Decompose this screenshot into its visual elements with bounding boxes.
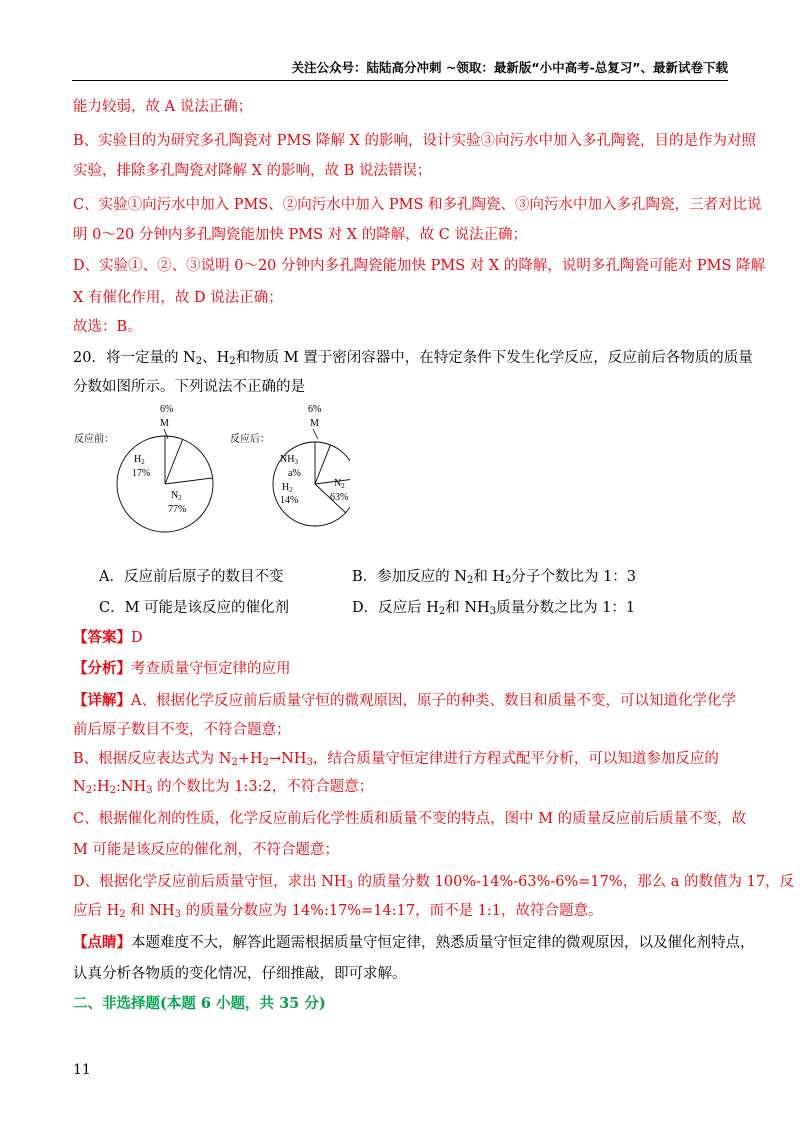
pie1-m-pct: 6% [160, 404, 174, 415]
answer-line: 【答案】D [73, 629, 143, 646]
question-stem-line2: 分数如图所示。下列说法不正确的是 [73, 379, 305, 395]
pie2-m-label: M [310, 418, 319, 429]
pie2-slice-line [315, 445, 330, 484]
detail-line: 【详解】A、根据化学反应前后质量守恒的微观原因，原子的种类、数目和质量不变，可以知道化学化学 [73, 692, 736, 709]
pie2-n2-label: $N_2$ [334, 478, 345, 490]
option-d: D．反应后 $H_2$和 $NH_3$质量分数之比为 1：1 [352, 600, 636, 617]
option-c: C．M 可能是该反应的催化剂 [99, 600, 290, 616]
pie1-h2-pct: 17% [132, 468, 151, 479]
pie1-h2-label: $H_2$ [134, 454, 145, 466]
text-line: D、实验①、②、③说明 0～20 分钟内多孔陶瓷能加快 PMS 对 X 的降解，说明多孔陶瓷可能对 PMS 降解 [73, 258, 766, 274]
detail-line: B、根据反应表达式为 $N_2+H_2\to NH_3$，结合质量守恒定律进行方程式配平分析，可以知道参加反应的 [73, 751, 719, 768]
option-b: B．参加反应的 $N_2$和 $H_2$分子个数比为 1：3 [352, 569, 637, 586]
before-label: 反应前： [74, 434, 114, 445]
pie2-h2-label: $H_2$ [282, 482, 293, 494]
pie-charts [70, 398, 350, 566]
pie1-slice-line [165, 439, 183, 484]
detail-line: D、根据化学反应前后质量守恒，求出 $NH_3$ 的质量分数 100%-14%-63%-6%=17%，那么 a 的数值为 17，反 [73, 874, 795, 891]
text-line: C、实验①向污水中加入 PMS、②向污水中加入 PMS 和多孔陶瓷、③向污水中加入多孔陶瓷，三者对比说 [73, 197, 762, 213]
analysis-line: 【分析】考查质量守恒定律的应用 [73, 660, 291, 677]
detail-line: $N_2:H_2:NH_3$ 的个数比为 1:3:2，不符合题意； [73, 779, 374, 796]
page-header: 关注公众号：陆陆高分冲刺 ~领取：最新版“小中高考-总复习”、最新试卷下载 [291, 60, 728, 75]
pie2-nh3-label: $NH_3$ [280, 454, 298, 466]
pie2-nh3-pct: a% [288, 468, 301, 479]
text-line: 实验，排除多孔陶瓷对降解 X 的影响，故 B 说法错误； [73, 163, 432, 179]
comment-line: 【点睛】本题难度不大，解答此题需根据质量守恒定律，熟悉质量守恒定律的微观原因，以及催化剂特点， [73, 934, 755, 951]
text-line: 明 0～20 分钟内多孔陶瓷能加快 PMS 对 X 的降解，故 C 说法正确； [73, 227, 528, 243]
detail-line: M 可能是该反应的催化剂，不符合题意； [73, 842, 339, 858]
detail-line: 前后原子数目不变，不符合题意； [73, 722, 291, 738]
text-line: 能力较弱，故 A 说法正确； [73, 99, 253, 115]
comment-line: 认真分析各物质的变化情况，仔细推敲，即可求解。 [73, 966, 407, 982]
detail-line: C、根据催化剂的性质，化学反应前后化学性质和质量不变的特点，图中 M 的质量反应前后质量不变，故 [73, 811, 747, 827]
pie2-n2-pct: 63% [330, 492, 349, 503]
pie1-slice-line [165, 478, 213, 484]
section-heading: 二、非选择题(本题 6 小题，共 35 分) [73, 995, 326, 1012]
pie1-m-label: M [160, 418, 169, 429]
detail-line: 应后 $H_2$ 和 $NH_3$ 的质量分数应为 14%:17%=14:17，而不是 1:1，故符合题意。 [73, 903, 603, 920]
pie1-n2-label: $N_2$ [171, 490, 182, 502]
pie1-n2-pct: 77% [168, 504, 187, 515]
page-number: 11 [73, 1062, 91, 1078]
header-rule [72, 80, 728, 81]
option-a: A．反应前后原子的数目不变 [99, 569, 284, 585]
pie2-h2-pct: 14% [280, 495, 299, 506]
after-label: 反应后： [230, 434, 270, 445]
pie2-m-pct: 6% [308, 404, 322, 415]
text-line: 故选：B。 [73, 319, 142, 335]
text-line: X 有催化作用，故 D 说法正确； [73, 290, 283, 306]
text-line: B、实验目的为研究多孔陶瓷对 PMS 降解 X 的影响，设计实验③向污水中加入多孔陶瓷，目的是作为对照 [73, 133, 756, 149]
pie2-slice-line [315, 479, 350, 484]
question-stem: 20．将一定量的 $N_2$、$H_2$和物质 M 置于密闭容器中，在特定条件下发生化学反应，反应前后各物质的质量 [73, 350, 753, 367]
